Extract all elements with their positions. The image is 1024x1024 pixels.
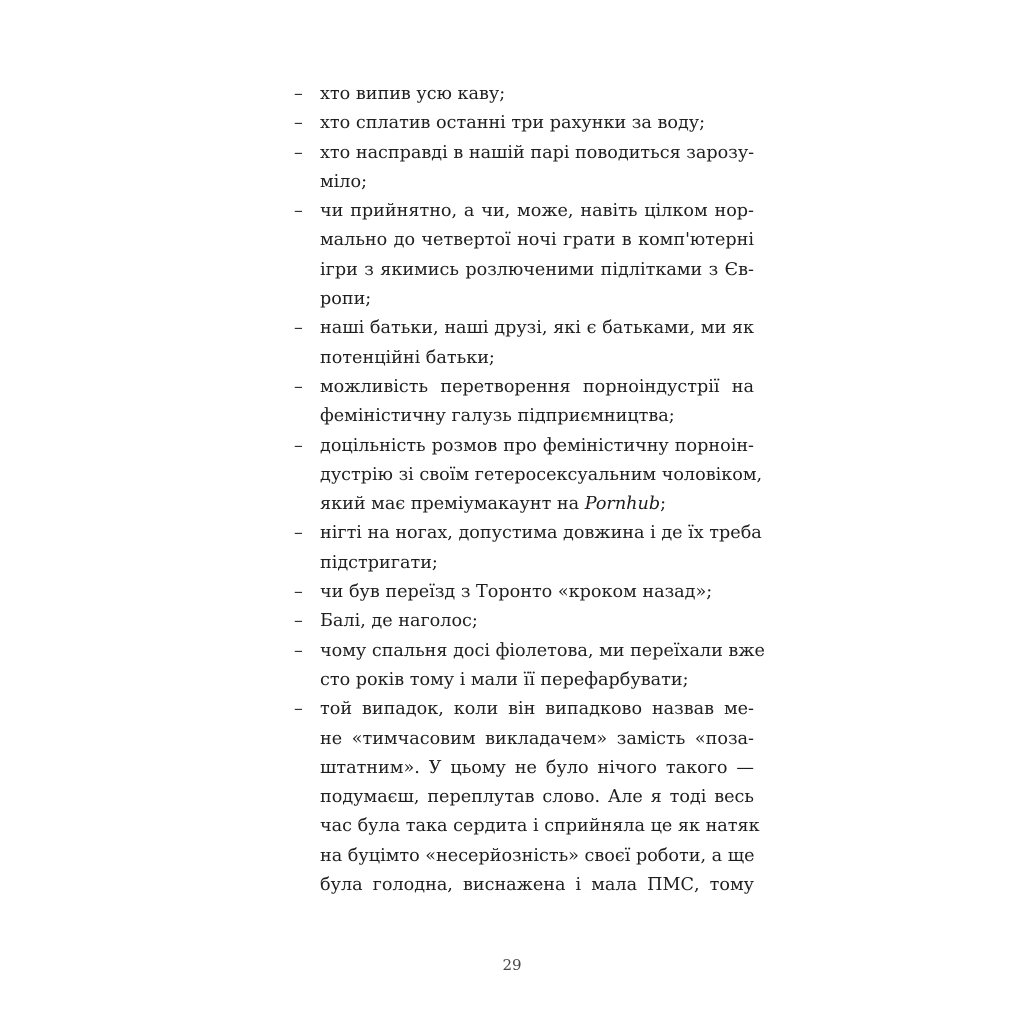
- dash-marker: –: [294, 142, 303, 163]
- book-page: [290, 80, 765, 900]
- text-line: дустрію зі своїм гетеросексуальним чоловіком,: [320, 464, 763, 485]
- text-line: можливість перетворення порноіндустрії на: [320, 376, 754, 397]
- text-line: хто насправді в нашій парі поводиться зарозу-: [320, 142, 755, 163]
- list-item: [290, 637, 765, 696]
- dash-marker: –: [294, 113, 303, 134]
- text-line: [320, 490, 754, 519]
- text-line: на буцімто «несерйозність» своєї роботи, а ще: [320, 845, 755, 866]
- list-item: [290, 80, 754, 109]
- text-line: ігри з якимись розлюченими підлітками з Єв-: [320, 259, 754, 280]
- text-line: сто років тому і мали її перефарбувати;: [320, 669, 689, 690]
- dash-marker: –: [294, 201, 303, 222]
- list-item: [290, 197, 754, 314]
- text-line: міло;: [320, 171, 368, 192]
- dash-marker: –: [294, 84, 303, 104]
- text-line: потенційні батьки;: [320, 347, 495, 368]
- text-line: доцільність розмов про феміністичну порноін-: [320, 435, 754, 456]
- text-line: хто сплатив останні три рахунки за воду;: [320, 113, 706, 134]
- text-line: Балі, де наголос;: [320, 611, 478, 632]
- text-line: штатним». У цьому не було нічого такого —: [320, 757, 754, 778]
- list-item: [290, 109, 754, 138]
- list-item: [290, 578, 754, 607]
- bullet-list: [290, 80, 765, 900]
- text-line: час була така сердита і сприйняла це як натяк: [320, 816, 760, 837]
- dash-marker: –: [294, 699, 303, 720]
- text-line: ропи;: [320, 289, 372, 310]
- text-line: не «тимчасовим викладачем» замість «поза-: [320, 728, 754, 749]
- list-item: [290, 519, 762, 578]
- text-line: той випадок, коли він випадково назвав ме-: [320, 699, 754, 720]
- text-line: подумаєш, переплутав слово. Але я тоді весь: [320, 787, 754, 808]
- text-line: хто випив усю каву;: [320, 84, 506, 104]
- text-segment: який має преміумакаунт на: [320, 494, 585, 515]
- list-item: [290, 373, 754, 432]
- dash-marker: –: [294, 523, 303, 544]
- text-line: підстригати;: [320, 552, 438, 573]
- text-segment: ;: [660, 494, 667, 515]
- list-item: [290, 607, 754, 636]
- text-line: була голодна, виснажена і мала ПМС, тому: [320, 875, 754, 896]
- dash-marker: –: [294, 376, 303, 397]
- page-number: 29: [502, 956, 522, 974]
- text-line: наші батьки, наші друзі, які є батьками, ми як: [320, 318, 754, 339]
- text-line: чи прийнятно, а чи, може, навіть цілком нор-: [320, 201, 754, 222]
- text-line: нігті на ногах, допустима довжина і де їх треба: [320, 523, 762, 544]
- italic-brand-name: Pornhub: [584, 494, 661, 515]
- list-item: [290, 695, 760, 900]
- text-line: чому спальня досі фіолетова, ми переїхали вже: [320, 640, 765, 661]
- text-line: чи був переїзд з Торонто «кроком назад»;: [320, 582, 713, 603]
- list-item: [290, 139, 754, 198]
- dash-marker: –: [294, 435, 303, 456]
- text-line: мально до четвертої ночі грати в комп'ютерні: [320, 230, 754, 251]
- list-item: [290, 314, 754, 373]
- text-line: феміністичну галузь підприємництва;: [320, 406, 675, 427]
- dash-marker: –: [294, 318, 303, 339]
- dash-marker: –: [294, 640, 303, 661]
- list-item: [290, 432, 763, 520]
- dash-marker: –: [294, 582, 303, 603]
- dash-marker: –: [294, 611, 303, 632]
